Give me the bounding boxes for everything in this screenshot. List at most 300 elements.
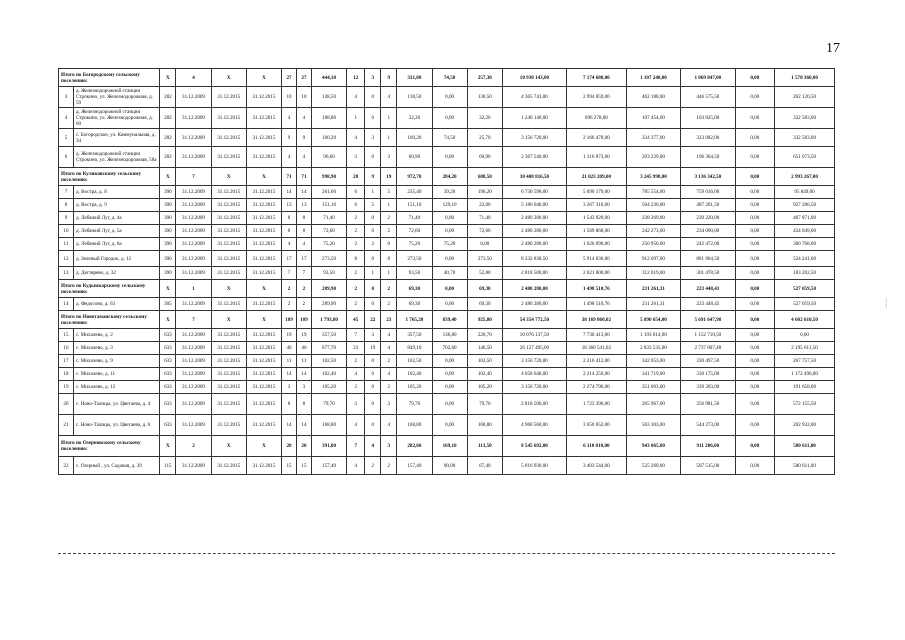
table-cell: 0,00 bbox=[432, 368, 467, 381]
table-cell: 31.12.2009 bbox=[176, 147, 211, 168]
table-cell: 332 583,00 bbox=[775, 108, 835, 129]
table-cell: 911 206,00 bbox=[681, 436, 735, 457]
table-cell: 4 602 610,50 bbox=[775, 311, 835, 329]
table-cell: 2 bbox=[381, 355, 397, 368]
table-cell: 2 274 796,00 bbox=[566, 381, 626, 394]
table-row bbox=[59, 87, 835, 108]
table-cell: 912 697,00 bbox=[626, 251, 680, 267]
address-cell: д. Вострa, д. 9 bbox=[73, 199, 159, 212]
table-cell: 0,00 bbox=[735, 251, 774, 267]
address-cell: с. Ново-Талицы, ул. Цветаева, д. 6 bbox=[73, 415, 159, 436]
table-cell: 0 bbox=[365, 381, 381, 394]
table-cell: 390 bbox=[160, 212, 176, 225]
table-cell: 168,80 bbox=[397, 415, 432, 436]
table-cell: 31.12.2015 bbox=[211, 355, 246, 368]
row-number: 20 bbox=[59, 394, 74, 415]
table-cell: 72,60 bbox=[467, 225, 502, 238]
table-cell: 2 195 611,50 bbox=[775, 342, 835, 355]
table-cell: 71 bbox=[282, 168, 297, 186]
table-cell: 168,80 bbox=[311, 415, 346, 436]
table-cell: 5 bbox=[365, 199, 381, 212]
margin-mark: ~~~ bbox=[881, 298, 888, 308]
table-cell: 19 bbox=[365, 342, 381, 355]
table-cell: 2 bbox=[347, 267, 365, 280]
table-cell: 4 365 743,00 bbox=[502, 87, 566, 108]
table-cell: 1 498 510,76 bbox=[566, 280, 626, 298]
table-cell: 1 107 248,00 bbox=[626, 69, 680, 87]
table-cell: 151,10 bbox=[311, 199, 346, 212]
table-cell: 0,00 bbox=[735, 199, 774, 212]
table-cell: 1 bbox=[176, 280, 211, 298]
row-number: 3 bbox=[59, 87, 74, 108]
table-cell: 25,70 bbox=[467, 129, 502, 147]
table-cell: 31.12.2009 bbox=[176, 267, 211, 280]
table-cell: 7 bbox=[347, 436, 365, 457]
table-cell: 146,50 bbox=[467, 342, 502, 355]
table-cell: 839,40 bbox=[432, 311, 467, 329]
table-cell: 0,00 bbox=[432, 87, 467, 108]
table-cell: 109 bbox=[282, 311, 297, 329]
table-cell: 2 bbox=[381, 298, 397, 311]
table-cell: 0,00 bbox=[432, 415, 467, 436]
table-cell: 0,00 bbox=[467, 238, 502, 251]
table-cell: 31.12.2015 bbox=[211, 368, 246, 381]
table-cell: 0,00 bbox=[432, 251, 467, 267]
table-cell: 6 bbox=[347, 186, 365, 199]
table-cell: 138,50 bbox=[467, 87, 502, 108]
table-cell: 191 658,00 bbox=[775, 381, 835, 394]
table-cell: 633 bbox=[160, 355, 176, 368]
table-cell: 203 229,00 bbox=[626, 147, 680, 168]
row-number: 14 bbox=[59, 298, 74, 311]
table-cell: 157,40 bbox=[311, 457, 346, 475]
table-cell: 75,20 bbox=[311, 238, 346, 251]
table-cell: 256 981,50 bbox=[681, 394, 735, 415]
table-cell: 881 864,50 bbox=[681, 251, 735, 267]
table-cell: 19 bbox=[381, 168, 397, 186]
table-cell: 242 273,00 bbox=[626, 225, 680, 238]
table-cell: X bbox=[246, 69, 281, 87]
table-cell: 108,80 bbox=[311, 108, 346, 129]
address-cell: д. Железнодорожной станции Строкино, ул. Железнодорожная, д. 59 bbox=[73, 87, 159, 108]
table-row bbox=[59, 298, 835, 311]
table-cell: X bbox=[246, 311, 281, 329]
table-cell: 2 480 280,00 bbox=[502, 225, 566, 238]
table-cell: 40,70 bbox=[432, 267, 467, 280]
table-cell: 31.12.2009 bbox=[176, 199, 211, 212]
table-row bbox=[59, 129, 835, 147]
table-cell: 13 bbox=[296, 199, 311, 212]
address-cell: с. Михалево, д. 9 bbox=[73, 355, 159, 368]
table-cell: 9 bbox=[365, 168, 381, 186]
address-cell: д. Железнодорожной станции Строкино, ул. Железнодорожная, д. 60 bbox=[73, 108, 159, 129]
table-cell: 6 730 598,00 bbox=[502, 186, 566, 199]
table-cell: 289,90 bbox=[311, 280, 346, 298]
table-cell: 0,00 bbox=[735, 129, 774, 147]
table-cell: 11 bbox=[296, 355, 311, 368]
table-cell: 0,00 bbox=[735, 225, 774, 238]
table-cell: 351 063,00 bbox=[626, 381, 680, 394]
table-cell: 1 193 014,00 bbox=[626, 329, 680, 342]
table-cell: X bbox=[160, 280, 176, 298]
table-cell: 2 bbox=[347, 212, 365, 225]
table-cell: 31.12.2009 bbox=[176, 186, 211, 199]
table-cell: X bbox=[211, 69, 246, 87]
table-cell: 544 273,00 bbox=[681, 415, 735, 436]
table-cell: 231 261,31 bbox=[626, 298, 680, 311]
table-cell: 305 bbox=[160, 298, 176, 311]
table-cell: 93,50 bbox=[311, 267, 346, 280]
table-cell: 31.12.2015 bbox=[211, 186, 246, 199]
table-cell: 334 377,00 bbox=[626, 129, 680, 147]
table-cell: 31.12.2015 bbox=[211, 129, 246, 147]
table-cell: 312 019,00 bbox=[626, 267, 680, 280]
table-cell: 1 bbox=[381, 267, 397, 280]
table-cell: 0 bbox=[365, 394, 381, 415]
table-cell: 14 bbox=[282, 415, 297, 436]
total-row bbox=[59, 69, 835, 87]
table-cell: 273,50 bbox=[467, 251, 502, 267]
table-cell: 71,40 bbox=[311, 212, 346, 225]
table-cell: 0 bbox=[365, 415, 381, 436]
table-cell: 877,70 bbox=[311, 342, 346, 355]
table-cell: 2 818 500,00 bbox=[502, 394, 566, 415]
table-cell: 0,00 bbox=[735, 415, 774, 436]
table-cell: 0 bbox=[365, 280, 381, 298]
table-cell: 31.12.2009 bbox=[176, 129, 211, 147]
table-cell: 31.12.2015 bbox=[246, 212, 281, 225]
table-cell: 462 188,00 bbox=[626, 87, 680, 108]
table-cell: 19 bbox=[296, 329, 311, 342]
table-cell: 1 172 496,00 bbox=[775, 368, 835, 381]
table-cell: 390 bbox=[160, 251, 176, 267]
table-cell: 2 bbox=[365, 457, 381, 475]
table-cell: 4 bbox=[347, 129, 365, 147]
row-number: 12 bbox=[59, 251, 74, 267]
table-cell: 71,40 bbox=[397, 212, 432, 225]
row-number: 22 bbox=[59, 457, 74, 475]
row-number: 8 bbox=[59, 199, 74, 212]
table-cell: 688,50 bbox=[467, 168, 502, 186]
address-cell: д. Лебяжий Луг, д. 6а bbox=[73, 238, 159, 251]
table-cell: 0,00 bbox=[432, 355, 467, 368]
table-cell: 0,00 bbox=[432, 108, 467, 129]
table-row bbox=[59, 267, 835, 280]
table-cell: 235,40 bbox=[397, 186, 432, 199]
table-cell: 19 bbox=[282, 329, 297, 342]
table-cell: 0,00 bbox=[735, 436, 774, 457]
table-cell: 261,60 bbox=[311, 186, 346, 199]
table-cell: 17 bbox=[296, 251, 311, 267]
address-cell: д. Федосово, д. 63 bbox=[73, 298, 159, 311]
table-cell: 331,80 bbox=[397, 69, 432, 87]
table-cell: 27 bbox=[282, 69, 297, 87]
table-cell: 357,50 bbox=[311, 329, 346, 342]
table-cell: 31.12.2015 bbox=[211, 457, 246, 475]
table-cell: 3 bbox=[381, 394, 397, 415]
table-cell: 7 174 688,00 bbox=[566, 69, 626, 87]
table-cell: 0,00 bbox=[735, 342, 774, 355]
table-cell: 100,20 bbox=[397, 129, 432, 147]
table-cell: 9 bbox=[381, 69, 397, 87]
table-cell: 0,00 bbox=[735, 212, 774, 225]
table-cell: 1 569 868,00 bbox=[566, 225, 626, 238]
table-cell: 1 bbox=[381, 108, 397, 129]
table-cell: 0,00 bbox=[735, 69, 774, 87]
table-cell: 10 076 137,50 bbox=[502, 329, 566, 342]
table-cell: 2 bbox=[296, 280, 311, 298]
address-cell: с. Озерный , ул. Садовая, д. 39 bbox=[73, 457, 159, 475]
table-cell: 3 bbox=[381, 436, 397, 457]
table-cell: 40 bbox=[296, 342, 311, 355]
table-cell: 849,10 bbox=[397, 342, 432, 355]
table-cell: 5 890 654,00 bbox=[626, 311, 680, 329]
table-cell: 651 073,50 bbox=[775, 147, 835, 168]
table-cell: 69,30 bbox=[467, 298, 502, 311]
row-number: 5 bbox=[59, 129, 74, 147]
table-cell: 2 367 540,00 bbox=[502, 147, 566, 168]
table-cell: 26 127 495,00 bbox=[502, 342, 566, 355]
table-cell: 31.12.2009 bbox=[176, 87, 211, 108]
table-cell: 390 bbox=[160, 199, 176, 212]
table-cell: 0,00 bbox=[432, 147, 467, 168]
table-cell: 31.12.2009 bbox=[176, 251, 211, 267]
table-cell: 0,00 bbox=[432, 298, 467, 311]
table-cell: 6 110 810,00 bbox=[566, 436, 626, 457]
table-cell: 238 269,00 bbox=[626, 212, 680, 225]
table-cell: 633 bbox=[160, 329, 176, 342]
table-cell: 3 245 998,00 bbox=[626, 168, 680, 186]
table-cell: 4 bbox=[347, 457, 365, 475]
table-cell: 72,60 bbox=[311, 225, 346, 238]
table-cell: 31.12.2015 bbox=[246, 355, 281, 368]
table-cell: 1 765,20 bbox=[397, 311, 432, 329]
table-cell: 289,90 bbox=[311, 298, 346, 311]
total-row bbox=[59, 280, 835, 298]
table-cell: 3 156 720,00 bbox=[502, 355, 566, 368]
table-cell: 8 bbox=[296, 394, 311, 415]
table-cell: 2 833 535,00 bbox=[626, 342, 680, 355]
table-row bbox=[59, 394, 835, 415]
table-cell: 2 bbox=[347, 280, 365, 298]
table-cell: 102,40 bbox=[467, 368, 502, 381]
table-cell: 0 bbox=[365, 108, 381, 129]
table-cell: 31.12.2009 bbox=[176, 108, 211, 129]
table-cell: 330 175,00 bbox=[681, 368, 735, 381]
table-cell: 633 bbox=[160, 381, 176, 394]
table-cell: 31.12.2009 bbox=[176, 329, 211, 342]
table-cell: 31.12.2015 bbox=[211, 298, 246, 311]
table-cell: 1 793,80 bbox=[311, 311, 346, 329]
address-cell: с. Михалево, д. 12 bbox=[73, 381, 159, 394]
table-cell: 31.12.2015 bbox=[246, 108, 281, 129]
table-cell: 0 bbox=[365, 298, 381, 311]
table-cell: 282 bbox=[160, 129, 176, 147]
table-cell: 31.12.2009 bbox=[176, 457, 211, 475]
table-cell: X bbox=[211, 311, 246, 329]
table-cell: 31.12.2015 bbox=[211, 108, 246, 129]
table-cell: 4 bbox=[347, 415, 365, 436]
table-cell: 580 611,00 bbox=[775, 457, 835, 475]
table-cell: 31.12.2015 bbox=[246, 457, 281, 475]
table-cell: 31.12.2009 bbox=[176, 355, 211, 368]
table-cell: X bbox=[246, 436, 281, 457]
table-cell: 2 bbox=[282, 298, 297, 311]
table-cell: 446 575,50 bbox=[681, 87, 735, 108]
table-cell: 4 bbox=[347, 87, 365, 108]
table-cell: 151,10 bbox=[397, 199, 432, 212]
table-cell: 702,60 bbox=[432, 342, 467, 355]
row-number: 11 bbox=[59, 238, 74, 251]
table-cell: 31.12.2015 bbox=[211, 342, 246, 355]
table-cell: 20 bbox=[296, 436, 311, 457]
address-cell: с. Михалево, д. 3 bbox=[73, 342, 159, 355]
table-cell: X bbox=[160, 168, 176, 186]
table-cell: 109 bbox=[296, 311, 311, 329]
table-cell: 341 719,00 bbox=[626, 368, 680, 381]
table-cell: 31.12.2015 bbox=[246, 147, 281, 168]
table-cell: 79,70 bbox=[397, 394, 432, 415]
table-cell: 32,20 bbox=[397, 108, 432, 129]
table-cell: 0,00 bbox=[735, 311, 774, 329]
table-cell: 223 448,43 bbox=[681, 298, 735, 311]
address-cell: д. Вострa, д. 8 bbox=[73, 186, 159, 199]
table-cell: 14 bbox=[282, 368, 297, 381]
table-cell: 3 403 544,00 bbox=[566, 457, 626, 475]
table-cell: X bbox=[160, 69, 176, 87]
table-cell: 527 059,50 bbox=[775, 298, 835, 311]
table-cell: 0,00 bbox=[432, 394, 467, 415]
table-cell: 4 bbox=[381, 87, 397, 108]
table-cell: 71,40 bbox=[467, 212, 502, 225]
table-cell: 2 bbox=[176, 436, 211, 457]
table-cell: 31.12.2015 bbox=[246, 381, 281, 394]
table-cell: 2 480 280,00 bbox=[502, 280, 566, 298]
table-cell: 100,20 bbox=[311, 129, 346, 147]
table-cell: 27 bbox=[296, 69, 311, 87]
table-cell: 196 364,50 bbox=[681, 147, 735, 168]
table-cell: 4 bbox=[381, 329, 397, 342]
table-cell: 74,50 bbox=[432, 69, 467, 87]
table-cell: 3 267 316,00 bbox=[566, 199, 626, 212]
table-cell: 4 bbox=[282, 108, 297, 129]
table-cell: 60,90 bbox=[467, 147, 502, 168]
table-cell: 69,30 bbox=[397, 298, 432, 311]
table-cell: 79,70 bbox=[311, 394, 346, 415]
table-cell: 31.12.2015 bbox=[211, 394, 246, 415]
address-cell: с. Михалево, д. 11 bbox=[73, 368, 159, 381]
table-cell: 4 bbox=[296, 147, 311, 168]
table-cell: 11 bbox=[282, 355, 297, 368]
table-cell: 9 bbox=[282, 129, 297, 147]
table-cell: 79,70 bbox=[467, 394, 502, 415]
table-cell: 0,00 bbox=[432, 212, 467, 225]
table-cell: 31.12.2009 bbox=[176, 415, 211, 436]
table-cell: 633 bbox=[160, 368, 176, 381]
row-number: 17 bbox=[59, 355, 74, 368]
table-cell: 342 053,00 bbox=[626, 355, 680, 368]
table-cell: 332 583,00 bbox=[775, 129, 835, 147]
table-cell: 2 bbox=[381, 225, 397, 238]
table-cell: 17 bbox=[282, 251, 297, 267]
table-cell: 4 960 560,00 bbox=[502, 415, 566, 436]
table-cell: 31.12.2015 bbox=[211, 415, 246, 436]
table-cell: 14 bbox=[296, 368, 311, 381]
table-cell: 67,40 bbox=[467, 457, 502, 475]
table-cell: 357,50 bbox=[397, 329, 432, 342]
table-cell: 633 bbox=[160, 394, 176, 415]
table-cell: X bbox=[246, 280, 281, 298]
table-cell: 93,50 bbox=[397, 267, 432, 280]
table-cell: 3 bbox=[381, 147, 397, 168]
table-cell: 1 bbox=[381, 129, 397, 147]
table-cell: 282 bbox=[160, 147, 176, 168]
total-label: Итого по Богородскому сельскому поселению: bbox=[59, 69, 160, 87]
table-cell: 31.12.2009 bbox=[176, 342, 211, 355]
table-cell: 262 120,50 bbox=[775, 87, 835, 108]
table-cell: 4 bbox=[176, 69, 211, 87]
address-cell: д. Лебяжий Луг, д. 4а bbox=[73, 212, 159, 225]
table-cell: 525 260,00 bbox=[626, 457, 680, 475]
table-cell: 572 155,50 bbox=[775, 394, 835, 415]
table-cell: 3 bbox=[347, 147, 365, 168]
table-cell: 282,60 bbox=[397, 436, 432, 457]
table-cell: 0,00 bbox=[775, 329, 835, 342]
table-cell: 0,00 bbox=[735, 186, 774, 199]
table-cell: 31.12.2015 bbox=[246, 238, 281, 251]
table-cell: 2 737 807,48 bbox=[681, 342, 735, 355]
table-cell: 13 bbox=[282, 199, 297, 212]
table-cell: 23 bbox=[381, 311, 397, 329]
table-cell: 0,00 bbox=[735, 355, 774, 368]
table-cell: 2 bbox=[296, 298, 311, 311]
table-cell: 31.12.2009 bbox=[176, 298, 211, 311]
table-cell: 10 930 143,00 bbox=[502, 69, 566, 87]
row-number: 15 bbox=[59, 329, 74, 342]
table-cell: 220,70 bbox=[467, 329, 502, 342]
table-cell: 31.12.2009 bbox=[176, 225, 211, 238]
table-cell: 390 bbox=[160, 186, 176, 199]
table-cell: 301 478,50 bbox=[681, 267, 735, 280]
table-cell: 31.12.2015 bbox=[246, 251, 281, 267]
table-cell: 1 152 710,50 bbox=[681, 329, 735, 342]
table-cell: 3 bbox=[365, 129, 381, 147]
table-cell: 5 914 036,00 bbox=[566, 251, 626, 267]
table-cell: 6 bbox=[347, 199, 365, 212]
table-cell: 15 bbox=[282, 457, 297, 475]
table-cell: 4 bbox=[347, 368, 365, 381]
total-row bbox=[59, 168, 835, 186]
table-cell: 31.12.2015 bbox=[211, 225, 246, 238]
address-cell: с. Ново-Талицы, ул. Цветаева, д. 4 bbox=[73, 394, 159, 415]
table-cell: 925,80 bbox=[467, 311, 502, 329]
table-cell: 202 932,00 bbox=[775, 415, 835, 436]
table-cell: 31.12.2015 bbox=[246, 368, 281, 381]
table-cell: 4 bbox=[381, 415, 397, 436]
table-row bbox=[59, 415, 835, 436]
table-cell: 23 bbox=[347, 342, 365, 355]
table-cell: 31.12.2015 bbox=[211, 238, 246, 251]
table-cell: 223 448,43 bbox=[681, 280, 735, 298]
table-cell: 0,00 bbox=[735, 381, 774, 394]
table-cell: 527 059,50 bbox=[775, 280, 835, 298]
table-cell: 282 bbox=[160, 87, 176, 108]
table-cell: 38 169 860,02 bbox=[566, 311, 626, 329]
table-cell: 2 214 250,00 bbox=[566, 368, 626, 381]
table-cell: 267 757,50 bbox=[775, 355, 835, 368]
row-number: 10 bbox=[59, 225, 74, 238]
table-cell: 2 216 412,00 bbox=[566, 355, 626, 368]
